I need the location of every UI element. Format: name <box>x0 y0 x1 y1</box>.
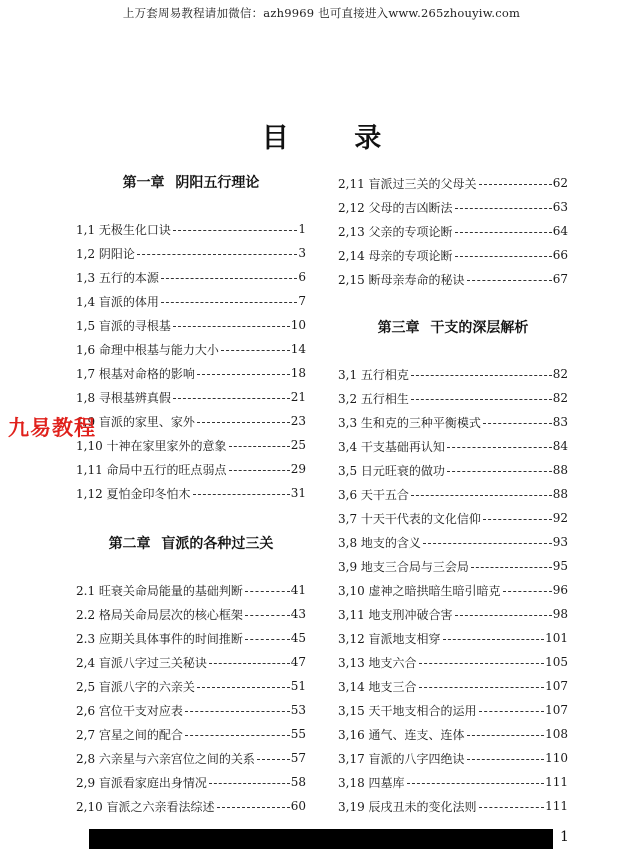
toc-entry[interactable] <box>338 363 568 385</box>
toc-entry[interactable] <box>76 410 306 432</box>
toc-entry-title: 2,14 母亲的专项论断 <box>338 248 453 263</box>
dotted-leader <box>137 254 297 255</box>
toc-entry[interactable] <box>338 220 568 242</box>
dotted-leader <box>245 639 290 640</box>
toc-entry-page: 105 <box>545 655 568 669</box>
toc-entry-page: 7 <box>298 294 306 308</box>
dotted-leader <box>455 615 552 616</box>
toc-entry-page: 98 <box>552 607 568 621</box>
toc-entry-page: 57 <box>290 751 306 765</box>
toc-entry-title: 1,4 盲派的体用 <box>76 294 159 309</box>
toc-entry-title: 3,12 盲派地支相穿 <box>338 631 441 646</box>
toc-entry-title: 3,16 通气、连支、连体 <box>338 727 465 742</box>
dotted-leader <box>173 230 297 231</box>
toc-entry-page: 58 <box>290 775 306 789</box>
dotted-leader <box>221 350 290 351</box>
toc-entry-page: 108 <box>545 727 568 741</box>
toc-entry-title: 1,7 根基对命格的影响 <box>76 366 195 381</box>
toc-entry[interactable] <box>338 651 568 673</box>
toc-entry-title: 2,11 盲派过三关的父母关 <box>338 176 477 191</box>
toc-entry-title: 3,3 生和克的三种平衡模式 <box>338 415 481 430</box>
toc-entry[interactable] <box>338 555 568 577</box>
toc-entry-page: 96 <box>552 583 568 597</box>
dotted-leader <box>245 615 290 616</box>
toc-entry[interactable] <box>76 795 306 817</box>
toc-entry[interactable] <box>76 458 306 480</box>
toc-entry-title: 2,15 断母亲寿命的秘诀 <box>338 272 465 287</box>
toc-entry[interactable] <box>338 435 568 457</box>
dotted-leader <box>411 375 552 376</box>
dotted-leader <box>411 495 552 496</box>
toc-entry-page: 66 <box>552 248 568 262</box>
dotted-leader <box>419 687 545 688</box>
dotted-leader <box>447 471 552 472</box>
toc-entry-page: 53 <box>290 703 306 717</box>
dotted-leader <box>193 494 290 495</box>
dotted-leader <box>229 446 290 447</box>
toc-entry[interactable] <box>338 603 568 625</box>
dotted-leader <box>479 711 545 712</box>
dotted-leader <box>503 591 552 592</box>
toc-entry[interactable] <box>76 699 306 721</box>
toc-entry[interactable] <box>76 482 306 504</box>
toc-entry[interactable] <box>76 242 306 264</box>
toc-entry[interactable] <box>338 387 568 409</box>
dotted-leader <box>185 711 290 712</box>
toc-entry-title: 2.2 格局关命局层次的核心框架 <box>76 607 243 622</box>
dotted-leader <box>217 807 290 808</box>
dotted-leader <box>455 256 552 257</box>
dotted-leader <box>443 639 545 640</box>
watermark-logo: 九易教程 <box>8 416 96 440</box>
toc-entry-page: 29 <box>290 462 306 476</box>
toc-entry-title: 1,6 命理中根基与能力大小 <box>76 342 219 357</box>
toc-entry-title: 2,9 盲派看家庭出身情况 <box>76 775 207 790</box>
dotted-leader <box>161 278 297 279</box>
toc-entry[interactable] <box>76 771 306 793</box>
toc-entry[interactable] <box>76 723 306 745</box>
header-promo-note: 上万套周易教程请加微信：azh9969 也可直接进入www.265zhouyiw.com <box>122 6 521 20</box>
toc-entry[interactable] <box>338 172 568 194</box>
toc-entry-page: 43 <box>290 607 306 621</box>
page-title: 目 录 <box>261 123 410 154</box>
dotted-leader <box>483 519 552 520</box>
toc-entry[interactable] <box>76 338 306 360</box>
toc-entry-title: 3,1 五行相克 <box>338 367 409 382</box>
toc-entry-page: 18 <box>290 366 306 380</box>
toc-entry[interactable] <box>76 218 306 240</box>
toc-entry-page: 14 <box>290 342 306 356</box>
toc-entry-title: 3,11 地支刑冲破合害 <box>338 607 453 622</box>
toc-entry-page: 45 <box>290 631 306 645</box>
toc-entry-page: 88 <box>552 463 568 477</box>
toc-entry-page: 62 <box>552 176 568 190</box>
dotted-leader <box>229 470 290 471</box>
dotted-leader <box>479 807 545 808</box>
toc-entry[interactable] <box>338 411 568 433</box>
toc-entry[interactable] <box>76 579 306 601</box>
dotted-leader <box>185 735 290 736</box>
dotted-leader <box>209 783 290 784</box>
toc-entry-page: 25 <box>290 438 306 452</box>
toc-entry-title: 1,10 十神在家里家外的意象 <box>76 438 227 453</box>
toc-entry-page: 63 <box>552 200 568 214</box>
dotted-leader <box>173 326 290 327</box>
toc-entry-page: 110 <box>545 751 568 765</box>
chapter-heading: 第一章 阴阳五行理论 <box>122 175 260 191</box>
dotted-leader <box>467 735 545 736</box>
toc-entry[interactable] <box>338 531 568 553</box>
toc-entry-title: 3,7 十天干代表的文化信仰 <box>338 511 481 526</box>
toc-entry[interactable] <box>76 434 306 456</box>
toc-entry[interactable] <box>338 627 568 649</box>
page-number: 1 <box>560 829 569 845</box>
toc-entry-page: 95 <box>552 559 568 573</box>
toc-entry-title: 2,4 盲派八字过三关秘诀 <box>76 655 207 670</box>
chapter-heading: 第二章 盲派的各种过三关 <box>108 536 274 552</box>
toc-entry-page: 31 <box>290 486 306 500</box>
toc-entry-title: 3,10 虚神之暗拱暗生暗引暗克 <box>338 583 501 598</box>
toc-entry-title: 2,13 父亲的专项论断 <box>338 224 453 239</box>
toc-entry[interactable] <box>76 603 306 625</box>
toc-entry-page: 107 <box>545 679 568 693</box>
dotted-leader <box>483 423 552 424</box>
dotted-leader <box>173 398 290 399</box>
toc-entry-page: 67 <box>552 272 568 286</box>
toc-entry-title: 2,7 宫星之间的配合 <box>76 727 183 742</box>
toc-entry-page: 107 <box>545 703 568 717</box>
toc-entry-title: 3,17 盲派的八字四绝诀 <box>338 751 465 766</box>
toc-entry[interactable] <box>338 771 568 793</box>
toc-entry[interactable] <box>76 290 306 312</box>
toc-entry-page: 23 <box>290 414 306 428</box>
toc-entry[interactable] <box>338 196 568 218</box>
dotted-leader <box>471 567 552 568</box>
dotted-leader <box>447 447 552 448</box>
toc-entry-title: 1,9 盲派的家里、家外 <box>76 414 195 429</box>
toc-entry[interactable] <box>76 627 306 649</box>
toc-entry[interactable] <box>338 244 568 266</box>
toc-entry-page: 10 <box>290 318 306 332</box>
toc-entry-page: 83 <box>552 415 568 429</box>
dotted-leader <box>161 302 297 303</box>
toc-entry-page: 111 <box>545 799 568 813</box>
dotted-leader <box>411 399 552 400</box>
toc-entry[interactable] <box>338 699 568 721</box>
toc-entry-title: 2.1 旺衰关命局能量的基础判断 <box>76 583 243 598</box>
toc-entry[interactable] <box>76 314 306 336</box>
toc-entry-page: 111 <box>545 775 568 789</box>
toc-entry-title: 3,13 地支六合 <box>338 655 417 670</box>
toc-entry-title: 2,12 父母的吉凶断法 <box>338 200 453 215</box>
dotted-leader <box>257 759 290 760</box>
dotted-leader <box>467 759 545 760</box>
toc-entry-page: 55 <box>290 727 306 741</box>
toc-entry-title: 3,18 四墓库 <box>338 775 405 790</box>
toc-entry-title: 3,15 天干地支相合的运用 <box>338 703 477 718</box>
toc-entry-page: 1 <box>298 222 306 236</box>
toc-entry[interactable] <box>76 651 306 673</box>
toc-entry[interactable] <box>76 266 306 288</box>
toc-entry[interactable] <box>338 459 568 481</box>
toc-entry-title: 2,6 宫位干支对应表 <box>76 703 183 718</box>
toc-entry-title: 3,4 干支基础再认知 <box>338 439 445 454</box>
toc-entry-title: 1,8 寻根基辨真假 <box>76 390 171 405</box>
toc-entry-page: 82 <box>552 391 568 405</box>
dotted-leader <box>197 687 290 688</box>
toc-entry-page: 6 <box>298 270 306 284</box>
toc-entry[interactable] <box>338 675 568 697</box>
toc-entry[interactable] <box>76 747 306 769</box>
toc-entry[interactable] <box>338 268 568 290</box>
dotted-leader <box>197 374 290 375</box>
toc-entry-title: 1,11 命局中五行的旺点弱点 <box>76 462 227 477</box>
toc-entry-title: 2,8 六亲星与六亲宫位之间的关系 <box>76 751 255 766</box>
toc-entry-title: 3,14 地支三合 <box>338 679 417 694</box>
toc-entry-page: 64 <box>552 224 568 238</box>
toc-entry[interactable] <box>76 675 306 697</box>
toc-entry[interactable] <box>338 795 568 817</box>
toc-entry-page: 88 <box>552 487 568 501</box>
dotted-leader <box>419 663 545 664</box>
toc-entry-title: 1,12 夏怕金印冬怕木 <box>76 486 191 501</box>
toc-entry-page: 41 <box>290 583 306 597</box>
toc-entry-title: 1,1 无极生化口诀 <box>76 222 171 237</box>
dotted-leader <box>407 783 545 784</box>
dotted-leader <box>209 663 290 664</box>
toc-entry-title: 2,5 盲派八字的六亲关 <box>76 679 195 694</box>
toc-entry-page: 101 <box>545 631 568 645</box>
toc-entry-page: 93 <box>552 535 568 549</box>
toc-entry-page: 82 <box>552 367 568 381</box>
dotted-leader <box>197 422 290 423</box>
toc-entry-page: 84 <box>552 439 568 453</box>
toc-entry-title: 2.3 应期关具体事件的时间推断 <box>76 631 243 646</box>
dotted-leader <box>423 543 552 544</box>
toc-entry-title: 2,10 盲派之六亲看法综述 <box>76 799 215 814</box>
toc-entry-page: 92 <box>552 511 568 525</box>
toc-entry-title: 3,8 地支的含义 <box>338 535 421 550</box>
toc-entry[interactable] <box>76 362 306 384</box>
toc-entry-title: 3,5 日元旺衰的做功 <box>338 463 445 478</box>
dotted-leader <box>479 184 552 185</box>
toc-entry[interactable] <box>338 579 568 601</box>
toc-entry-page: 47 <box>290 655 306 669</box>
dotted-leader <box>245 591 290 592</box>
toc-entry-page: 51 <box>290 679 306 693</box>
toc-entry-title: 3,2 五行相生 <box>338 391 409 406</box>
chapter-heading: 第三章 干支的深层解析 <box>377 320 529 336</box>
dotted-leader <box>467 280 552 281</box>
toc-entry-title: 1,5 盲派的寻根基 <box>76 318 171 333</box>
toc-entry-title: 3,9 地支三合局与三会局 <box>338 559 469 574</box>
toc-entry-title: 1,3 五行的本源 <box>76 270 159 285</box>
toc-entry-title: 3,6 天干五合 <box>338 487 409 502</box>
toc-entry[interactable] <box>338 507 568 529</box>
toc-entry-page: 3 <box>298 246 306 260</box>
toc-entry-page: 60 <box>290 799 306 813</box>
toc-entry[interactable] <box>338 747 568 769</box>
toc-entry[interactable] <box>76 386 306 408</box>
toc-entry-page: 21 <box>290 390 306 404</box>
dotted-leader <box>455 208 552 209</box>
toc-entry[interactable] <box>338 723 568 745</box>
toc-entry-title: 1,2 阴阳论 <box>76 246 135 261</box>
toc-entry[interactable] <box>338 483 568 505</box>
toc-entry-title: 3,19 辰戌丑未的变化法则 <box>338 799 477 814</box>
dotted-leader <box>455 232 552 233</box>
footer-bar <box>89 829 553 849</box>
